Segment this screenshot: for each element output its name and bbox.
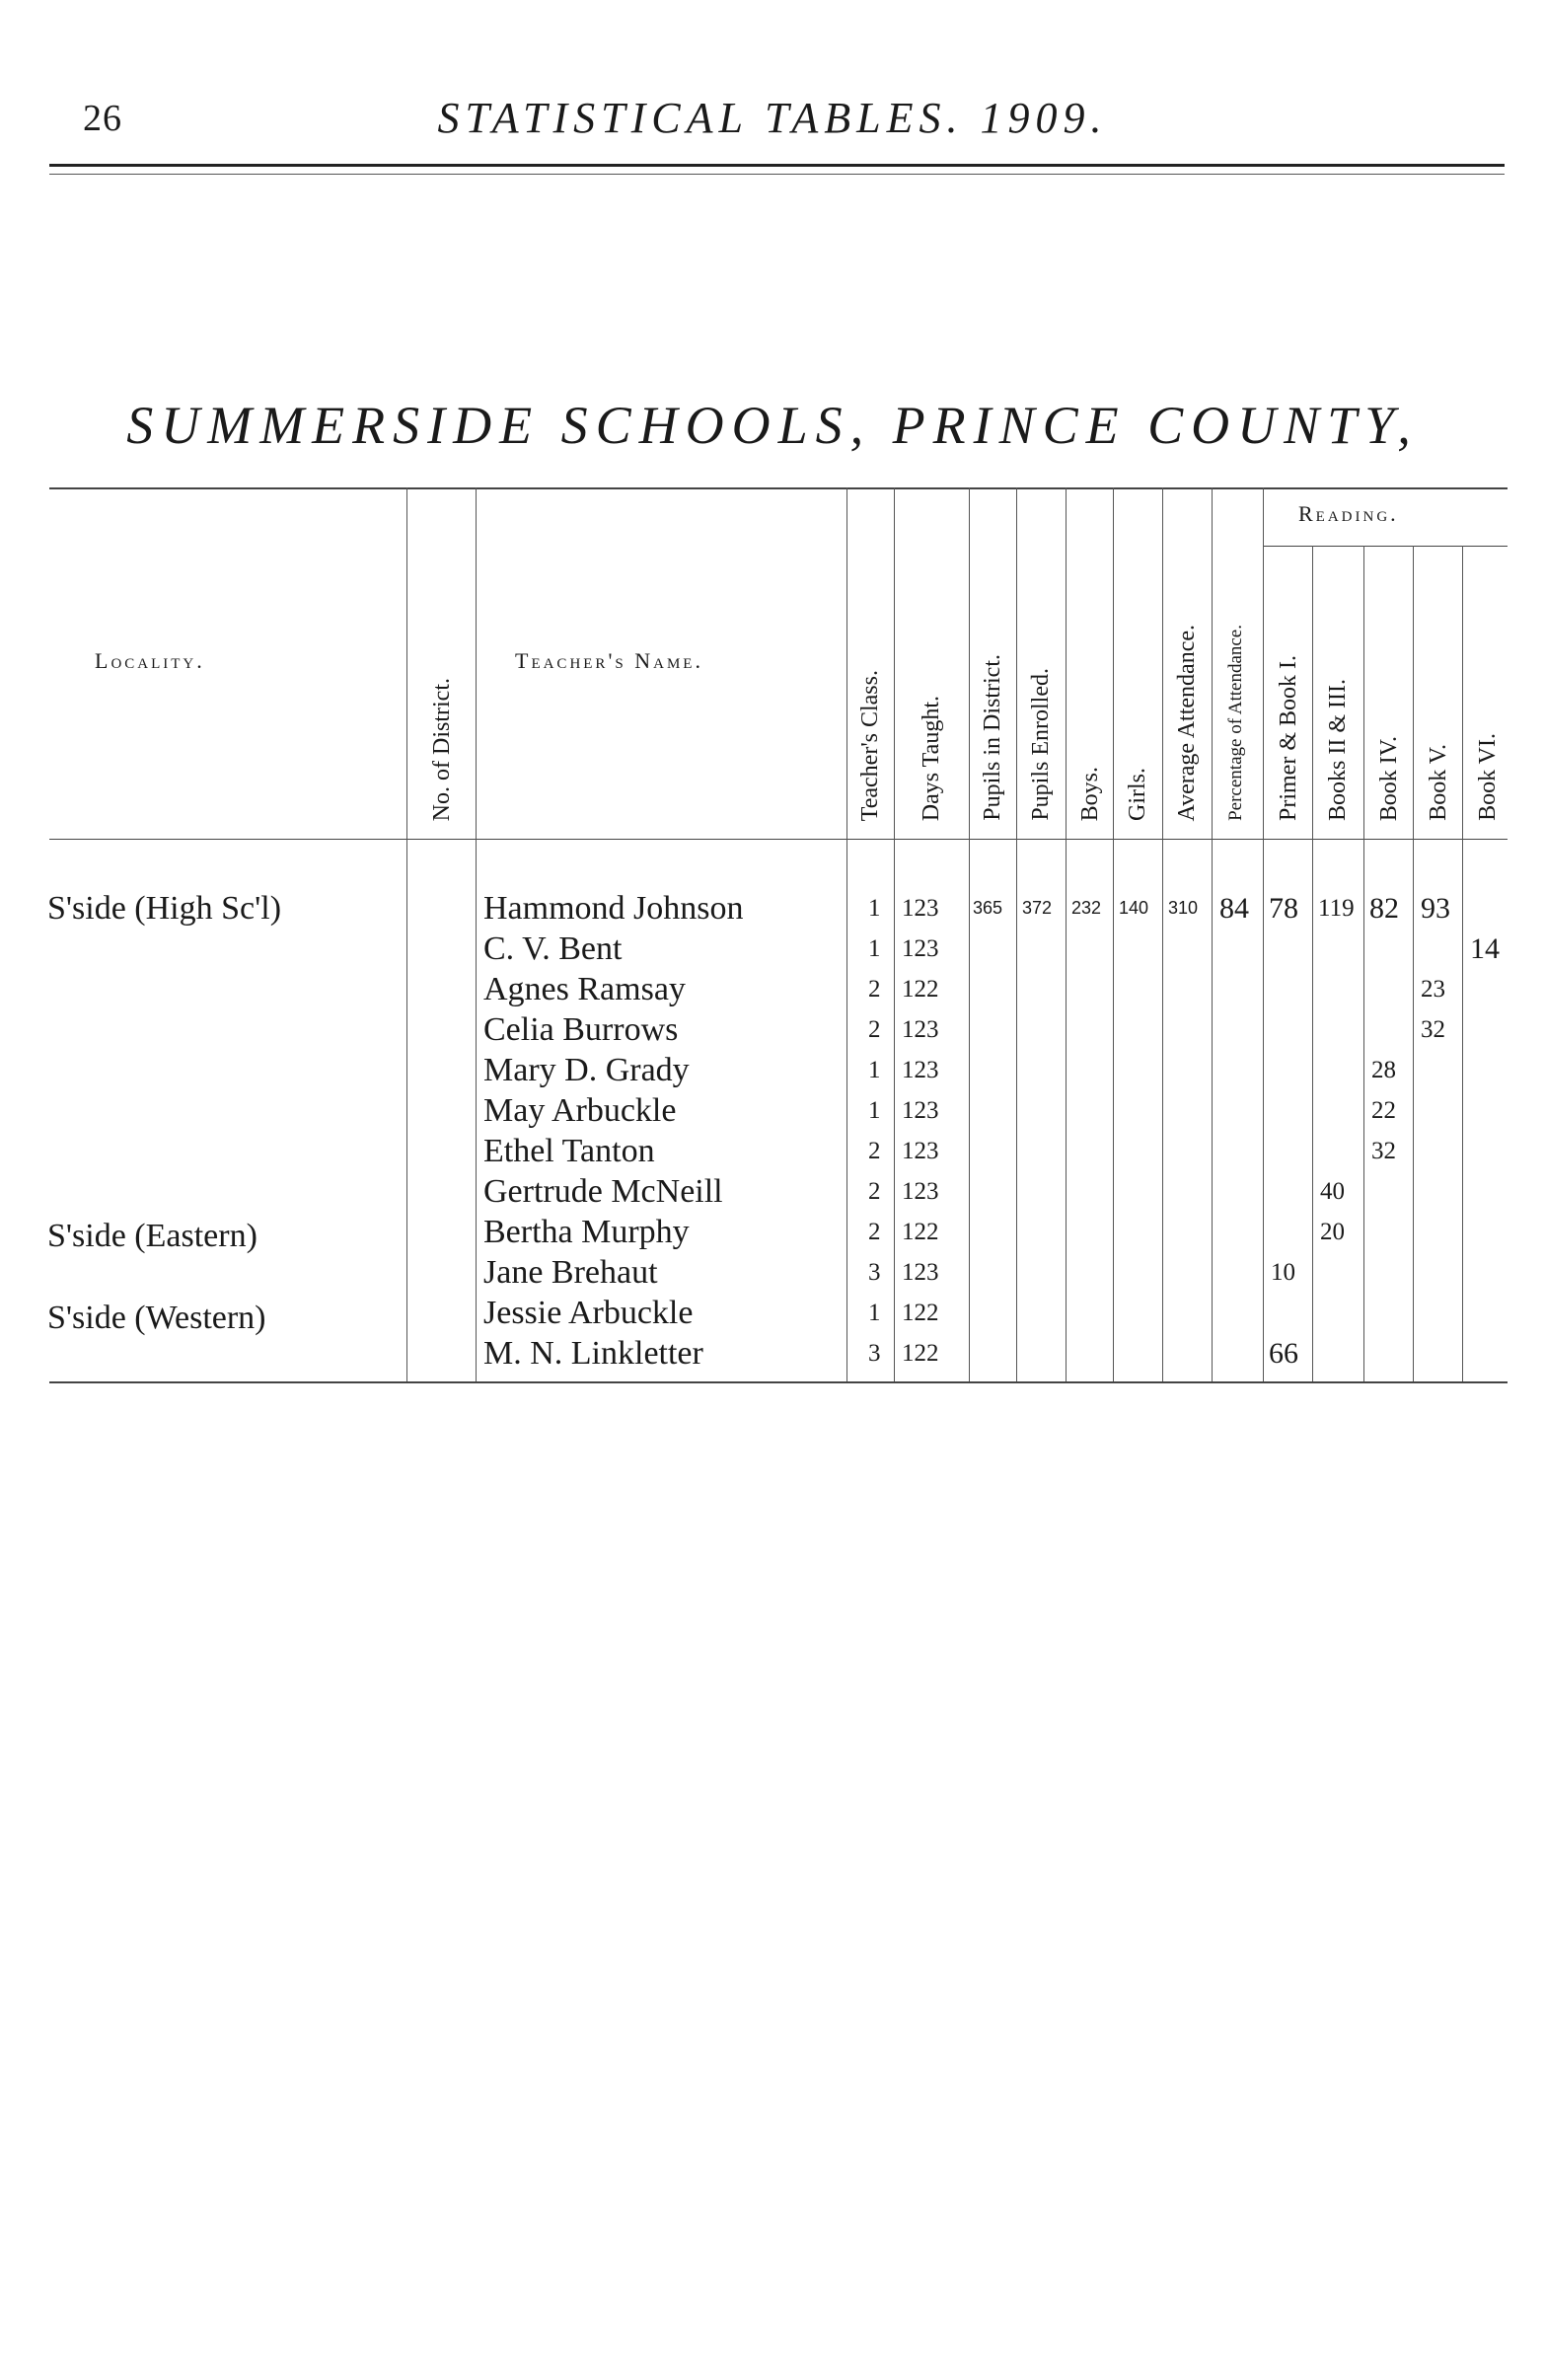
days-cell: 123 (902, 1138, 939, 1164)
teacher-name-cell: Mary D. Grady (483, 1052, 690, 1088)
days-cell: 122 (902, 1300, 939, 1326)
col-rule (406, 487, 407, 1381)
header-reading: Reading. (1298, 501, 1399, 526)
days-cell: 122 (902, 976, 939, 1003)
class-cell: 1 (868, 1300, 881, 1326)
class-cell: 2 (868, 1219, 881, 1245)
teacher-name-cell: Celia Burrows (483, 1011, 679, 1048)
head-rule-thin (49, 174, 1505, 175)
col-rule (1413, 546, 1414, 1381)
col-rule (1212, 487, 1213, 1381)
class-cell: 2 (868, 1138, 881, 1164)
header-teacher-name: Teacher's Name. (515, 648, 703, 673)
class-cell: 1 (868, 1057, 881, 1083)
class-cell: 3 (868, 1340, 881, 1367)
col-rule (1312, 546, 1313, 1381)
days-cell: 123 (902, 1097, 939, 1124)
header-book-6: Book VI. (1475, 733, 1501, 821)
class-cell: 1 (868, 935, 881, 962)
enrolled-cell: 372 (1022, 898, 1053, 918)
book4-cell: 32 (1371, 1138, 1396, 1164)
header-bottom-rule (49, 839, 1508, 840)
teacher-name-cell: Jane Brehaut (483, 1254, 658, 1291)
books23-cell: 119 (1318, 895, 1355, 922)
primer-cell: 78 (1269, 892, 1298, 925)
teacher-name-cell: Gertrude McNeill (483, 1173, 723, 1210)
class-cell: 1 (868, 1097, 881, 1124)
pupils-district-cell: 365 (973, 898, 1003, 918)
col-rule (1113, 487, 1114, 1381)
header-book-4: Book IV. (1376, 735, 1402, 821)
days-cell: 122 (902, 1219, 939, 1245)
col-rule (1016, 487, 1017, 1381)
book4-cell: 28 (1371, 1057, 1396, 1083)
teacher-name-cell: C. V. Bent (483, 930, 623, 967)
col-rule (894, 487, 895, 1381)
teacher-name-cell: May Arbuckle (483, 1092, 677, 1129)
teacher-name-cell: Hammond Johnson (483, 890, 744, 927)
book5-cell: 23 (1421, 976, 1445, 1003)
teacher-name-cell: Bertha Murphy (483, 1214, 690, 1250)
teacher-name-cell: Ethel Tanton (483, 1133, 655, 1169)
header-boys: Boys. (1077, 766, 1103, 821)
table-title: SUMMERSIDE SCHOOLS, PRINCE COUNTY, (126, 396, 1419, 455)
boys-cell: 232 (1071, 898, 1102, 918)
pct-attendance-cell: 84 (1219, 892, 1249, 925)
book4-cell: 22 (1371, 1097, 1396, 1124)
header-average-attendance: Average Attendance. (1174, 624, 1200, 821)
col-rule (1363, 546, 1364, 1381)
days-cell: 123 (902, 1016, 939, 1043)
col-rule (1162, 487, 1163, 1381)
class-cell: 2 (868, 1016, 881, 1043)
books23-cell: 40 (1320, 1178, 1345, 1205)
book4-cell: 82 (1369, 892, 1399, 925)
header-girls: Girls. (1125, 768, 1150, 821)
col-rule (969, 487, 970, 1381)
header-pupils-enrolled: Pupils Enrolled. (1028, 668, 1054, 821)
header-days-taught: Days Taught. (919, 695, 944, 821)
days-cell: 123 (902, 935, 939, 962)
teacher-name-cell: Jessie Arbuckle (483, 1295, 694, 1331)
days-cell: 123 (902, 1259, 939, 1286)
primer-cell: 10 (1271, 1259, 1295, 1286)
class-cell: 3 (868, 1259, 881, 1286)
running-head: STATISTICAL TABLES. 1909. (437, 94, 1108, 142)
book5-cell: 93 (1421, 892, 1450, 925)
col-rule (1263, 487, 1264, 1381)
days-cell: 123 (902, 1178, 939, 1205)
header-books-2-3: Books II & III. (1325, 679, 1351, 821)
locality-cell: S'side (High Sc'l) (47, 890, 282, 927)
header-locality: Locality. (95, 648, 205, 673)
book6-cell: 14 (1470, 932, 1500, 965)
days-cell: 122 (902, 1340, 939, 1367)
class-cell: 1 (868, 895, 881, 922)
reading-group-rule (1263, 546, 1508, 547)
table-top-rule (49, 487, 1508, 489)
days-cell: 123 (902, 895, 939, 922)
teacher-name-cell: M. N. Linkletter (483, 1335, 703, 1372)
table-bottom-rule (49, 1381, 1508, 1383)
class-cell: 2 (868, 976, 881, 1003)
header-teacher-class: Teacher's Class. (857, 669, 883, 821)
header-book-5: Book V. (1426, 744, 1451, 821)
col-rule (1066, 487, 1067, 1381)
col-rule (1462, 546, 1463, 1381)
avg-attendance-cell: 310 (1168, 898, 1199, 918)
header-percentage-attendance: Percentage of Attendance. (1225, 625, 1246, 821)
teacher-name-cell: Agnes Ramsay (483, 971, 686, 1007)
header-primer-book1: Primer & Book I. (1276, 655, 1301, 821)
books23-cell: 20 (1320, 1219, 1345, 1245)
page-number: 26 (83, 98, 122, 139)
days-cell: 123 (902, 1057, 939, 1083)
girls-cell: 140 (1119, 898, 1149, 918)
book5-cell: 32 (1421, 1016, 1445, 1043)
col-rule (476, 487, 477, 1381)
class-cell: 2 (868, 1178, 881, 1205)
head-rule (49, 164, 1505, 167)
locality-cell: S'side (Eastern) (47, 1218, 258, 1254)
col-rule (846, 487, 847, 1381)
primer-cell: 66 (1269, 1337, 1298, 1370)
header-pupils-in-district: Pupils in District. (980, 654, 1005, 821)
locality-cell: S'side (Western) (47, 1300, 266, 1336)
header-district: No. of District. (429, 677, 455, 821)
